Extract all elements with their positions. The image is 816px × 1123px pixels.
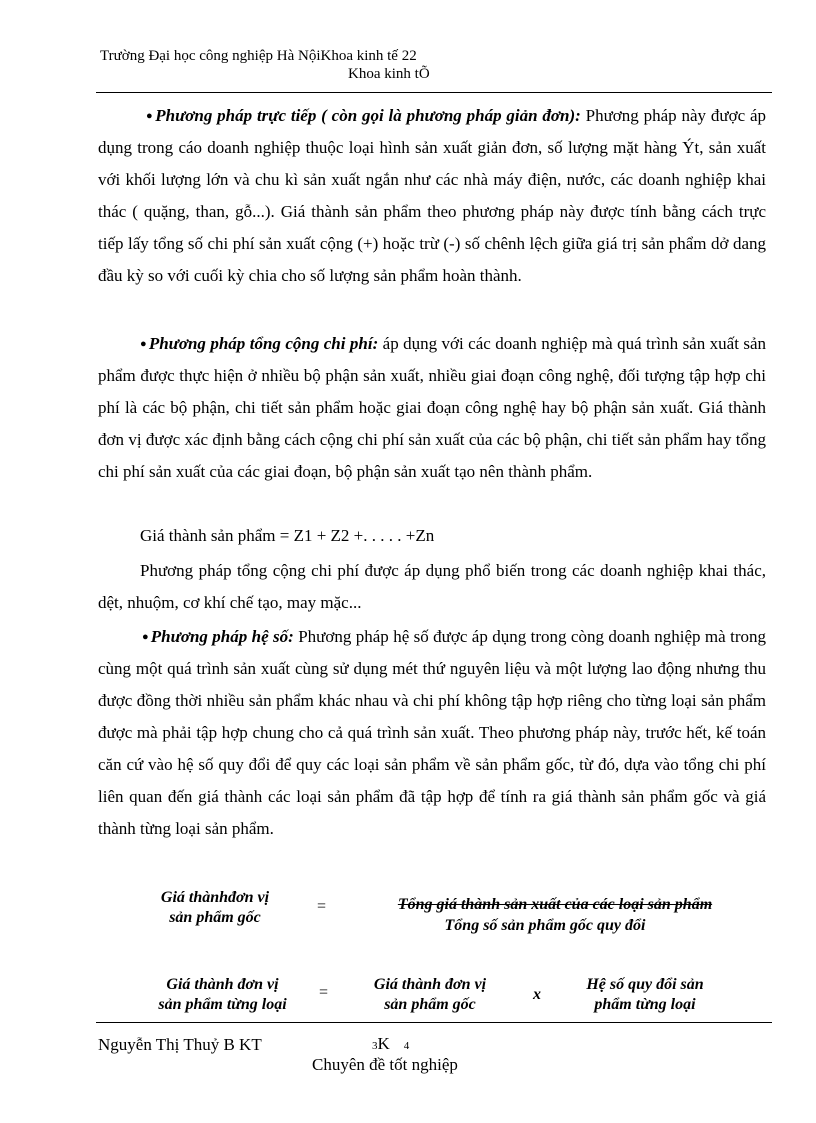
equals-sign: = xyxy=(319,984,329,1001)
total-cost-method-heading: Phương pháp tổng cộng chi phí: xyxy=(148,334,379,353)
coefficient-method-heading: Phương pháp hệ số: xyxy=(150,627,294,646)
multiply-sign: x xyxy=(533,986,541,1003)
bullet-icon: ● xyxy=(146,110,154,122)
footer-class-code: 3K 4 xyxy=(372,1034,410,1053)
header-rule xyxy=(96,92,772,93)
coefficient-method-text: Phương pháp hệ số được áp dụng trong còng doanh nghiệp mà trong cùng một quá trình sản xuất cùng sử dụng mét thứ nguyên liệu và một lượng lao động nhưng thu được đồng thời nhiều sản phẩm khác nhau và chi phí không tập hợp riêng cho từng loại sản phẩm được mà phải tập hợp chung cho cả quá trình sản xuất. Theo phương pháp này, trước hết, kế toán căn cứ vào hệ số quy đổi để quy các loại sản phẩm về sản phẩm gốc, từ đó, dựa vào tổng chi phí liên quan đến giá thành các loại sản phẩm đã tập hợp để tính ra giá thành sản phẩm gốc và giá thành từng loại sản phẩm. xyxy=(98,627,766,838)
footer-author: Nguyễn Thị Thuỷ B KT xyxy=(98,1035,262,1054)
header-line-1: Trường Đại học công nghiệp Hà NộiKhoa kinh tế 22 xyxy=(100,48,417,64)
product-cost-formula: Giá thành sản phẩm = Z1 + Z2 +. . . . . +Zn xyxy=(140,526,435,545)
paragraph-total-cost-usage: Phương pháp tổng cộng chi phí được áp dụng phổ biến trong các doanh nghiệp khai thác, dệt, nhuộm, cơ khí chế tạo, may mặc... xyxy=(98,561,766,612)
paragraph-coefficient-method xyxy=(98,621,766,845)
footer-rule xyxy=(96,1022,772,1023)
direct-method-text: Phương pháp này được áp dụng trong cáo doanh nghiệp thuộc loại hình sản xuất giản đơn, số lượng mặt hàng Ýt, sản xuất với khối lượng lớn và chu kì sản xuất ngắn như các nhà máy điện, nước, các doanh nghiệp khai thác ( quặng, than, gỗ...). Giá thành sản phẩm theo phương pháp này được tính bằng cách trực tiếp lấy tổng số chi phí sản xuất cộng (+) hoặc trừ (-) số chênh lệch giữa giá trị sản phẩm dở dang đầu kỳ so với cuối kỳ chia cho số lượng sản phẩm hoàn thành. xyxy=(98,106,766,285)
paragraph-total-cost-method xyxy=(98,328,766,488)
fraction-numerator: Tổng giá thành sản xuất của các loại sản phẩm xyxy=(397,896,713,913)
equals-sign: = xyxy=(317,898,327,915)
direct-method-heading: Phương pháp trực tiếp ( còn gọi là phương pháp giản đơn): xyxy=(155,106,581,125)
paragraph-direct-method xyxy=(98,100,766,292)
base-unit-cost-label: Giá thànhđơn vị sản phẩm gốc xyxy=(160,889,270,926)
conversion-coefficient-term: Hệ số quy đổi sản phẩm từng loại xyxy=(586,976,704,1013)
total-cost-method-text: áp dụng với các doanh nghiệp mà quá trình sản xuất sản phẩm được thực hiện ở nhiều bộ phận sản xuất, nhiều giai đoạn công nghệ, đối tượng tập hợp chi phí là các bộ phận, chi tiết sản phẩm hoặc giai đoạn công nghệ hay bộ phận sản xuất. Giá thành đơn vị được xác định bằng cách cộng chi phí sản xuất của các bộ phận, chi tiết sản phẩm hay tổng chi phí sản xuất của các giai đoạn, bộ phận sản xuất tạo nên thành phẩm. xyxy=(98,334,766,481)
base-unit-cost-term: Giá thành đơn vị sản phẩm gốc xyxy=(373,976,487,1013)
header-line-2: Khoa kinh tÕ xyxy=(348,66,430,82)
bullet-icon: ● xyxy=(142,631,149,643)
type-unit-cost-label: Giá thành đơn vị sản phẩm từng loại xyxy=(158,976,287,1013)
fraction-denominator: Tổng số sản phẩm gốc quy đổi xyxy=(444,917,646,934)
footer-title: Chuyên đề tốt nghiệp xyxy=(312,1055,458,1074)
bullet-icon: ● xyxy=(140,338,147,350)
